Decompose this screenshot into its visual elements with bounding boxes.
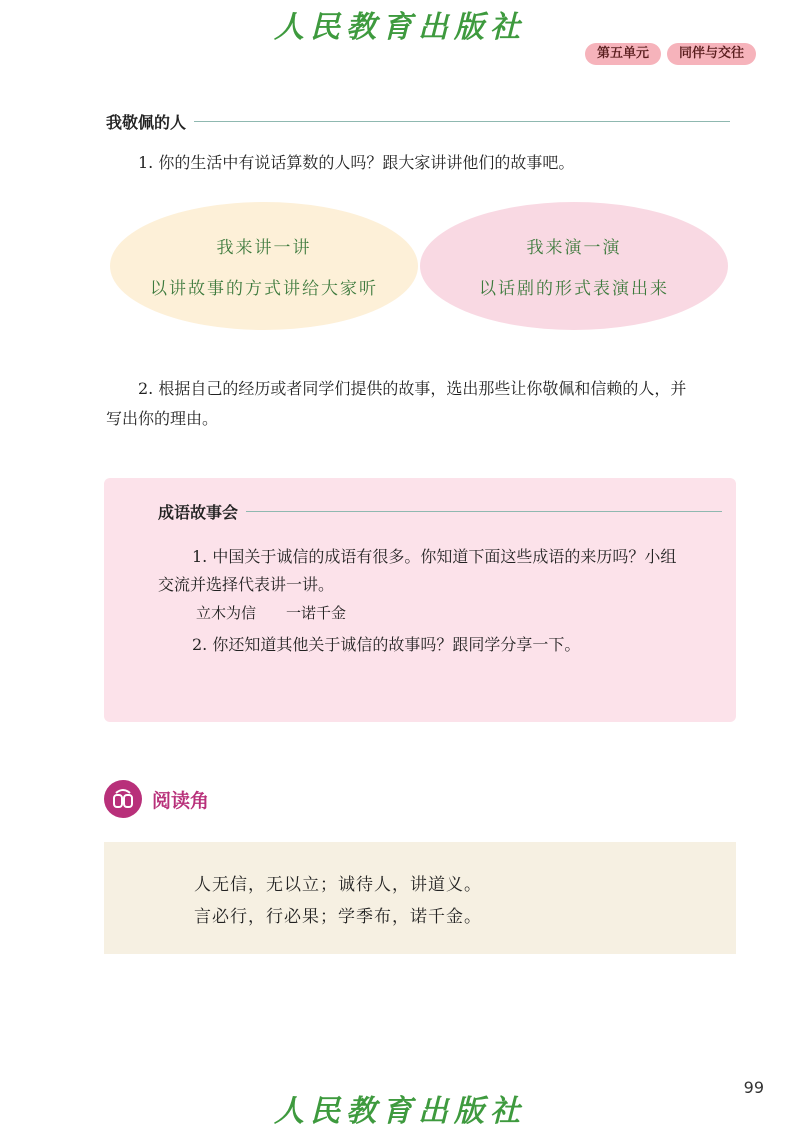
- publisher-watermark-top: 人民教育出版社: [274, 10, 526, 45]
- reading-line-2: 言必行，行必果；学季布，诺千金。: [194, 907, 482, 927]
- book-icon: [104, 780, 142, 818]
- lesson-tag: 同伴与交往: [667, 43, 756, 65]
- option-tell-story: [110, 202, 418, 330]
- section-heading-admired-people: [106, 110, 730, 133]
- section-title: 我敬佩的人: [106, 113, 187, 132]
- unit-tag: 第五单元: [585, 43, 661, 65]
- question-2-line2: 写出你的理由。: [106, 409, 219, 428]
- option-desc: 以话剧的形式表演出来: [479, 279, 669, 299]
- option-desc: 以讲故事的方式讲给大家听: [150, 279, 378, 299]
- idiom-question-1-line2: 交流并选择代表讲一讲。: [158, 575, 335, 594]
- heading-rule: [194, 121, 730, 122]
- reading-corner-title: 阅读角: [152, 790, 210, 812]
- option-title: 我来讲一讲: [216, 238, 312, 258]
- section-title: 成语故事会: [158, 503, 239, 522]
- question-1: 1. 你的生活中有说话算数的人吗？跟大家讲讲他们的故事吧。: [138, 153, 575, 172]
- question-2-line1: 2. 根据自己的经历或者同学们提供的故事，选出那些让你敬佩和信赖的人，并: [138, 379, 687, 398]
- publisher-watermark-bottom: 人民教育出版社: [274, 1094, 526, 1129]
- option-title: 我来演一演: [526, 238, 622, 258]
- heading-rule: [246, 511, 722, 512]
- section-heading-idioms: [158, 500, 722, 523]
- reading-line-1: 人无信，无以立；诚待人，讲道义。: [194, 875, 482, 895]
- idiom-question-2: 2. 你还知道其他关于诚信的故事吗？跟同学分享一下。: [192, 635, 581, 654]
- option-act-play: [420, 202, 728, 330]
- idiom-question-1-line1: 1. 中国关于诚信的成语有很多。你知道下面这些成语的来历吗？小组: [192, 547, 677, 566]
- unit-tags: [585, 43, 756, 65]
- reading-box: [104, 842, 736, 954]
- page-number: 99: [743, 1078, 764, 1097]
- idiom-list: 立木为信 一诺千金: [196, 604, 347, 622]
